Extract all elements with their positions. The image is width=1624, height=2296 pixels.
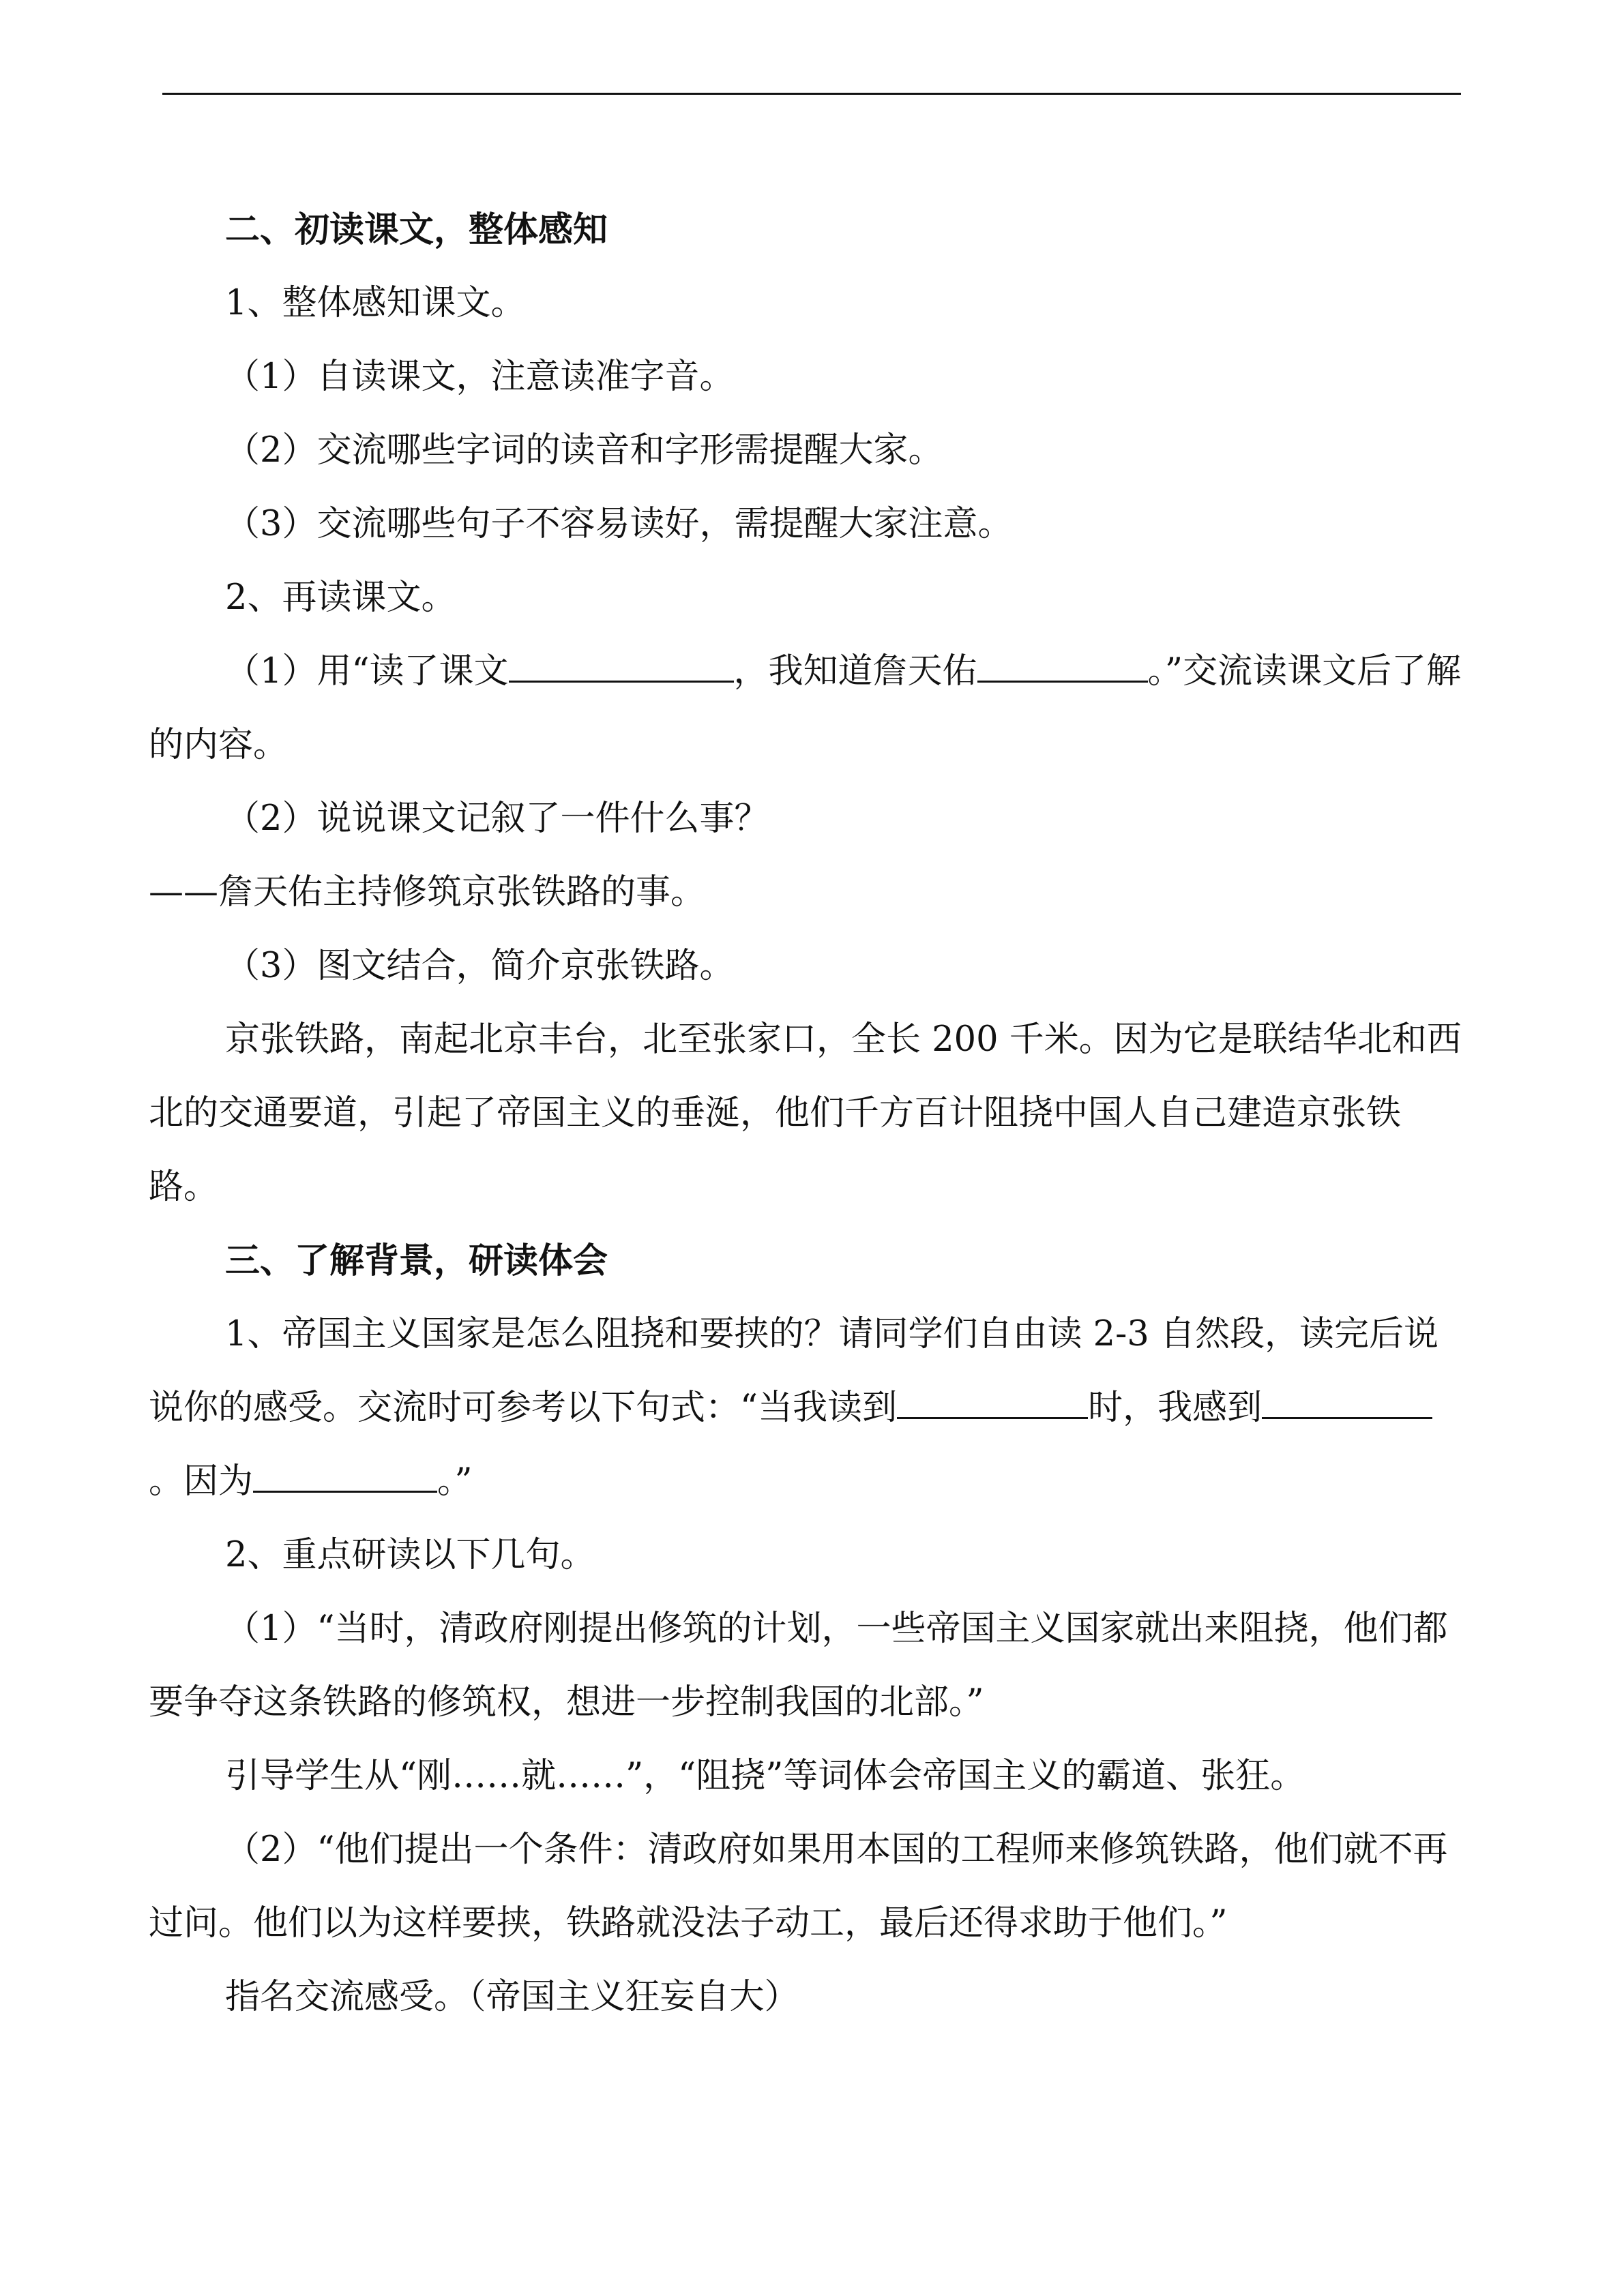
fill-blank [253,1456,437,1493]
text-segment: 。因为 [149,1461,254,1502]
text-segment: 时，我感到 [1088,1388,1263,1428]
jingzhang-paragraph: 京张铁路，南起北京丰台，北至张家口，全长 200 千米。因为它是联结华北和西北的交通要道，引起了帝国主义的垂涎，他们千方百计阻挠中国人自己建造京张铁路。 [149,1019,1462,1207]
item-2-1-1: （1）自读课文，注意读准字音。 [225,357,735,397]
item-2-2-1 [149,635,1465,782]
document-body [149,193,1465,2034]
fill-blank [977,646,1148,683]
fill-blank [897,1382,1088,1419]
text-segment: 。”交流读课文后了解的内容。 [149,651,1462,765]
text-segment: （1）用“读了课文 [225,651,509,691]
guide-3-2-2: 指名交流感受。（帝国主义狂妄自大） [225,1977,799,2017]
item-3-2-1: （1）“当时，清政府刚提出修筑的计划，一些帝国主义国家就出来阻挠，他们都要争夺这条铁路的修筑权，想进一步控制我国的北部。” [149,1609,1448,1723]
item-2-1-3: （3）交流哪些句子不容易读好，需提醒大家注意。 [225,504,1013,544]
item-2-2-2: （2）说说课文记叙了一件什么事？ [225,799,769,839]
item-2-2: 2、再读课文。 [225,578,456,618]
answer-2-2-2: ——詹天佑主持修筑京张铁路的事。 [149,872,706,912]
item-3-1 [149,1298,1465,1519]
text-segment: 1、帝国主义国家是怎么阻挠和要挟的？请同学们自由读 2-3 自然段，读完后说说你的感受。交流时可参考以下句式：“当我读到 [149,1314,1439,1428]
item-2-1: 1、整体感知课文。 [225,283,526,323]
header-rule [162,93,1461,95]
text-segment: ，我知道詹天佑 [733,651,977,691]
item-3-2: 2、重点研读以下几句。 [225,1535,595,1575]
section-heading-3: 三、了解背景，研读体会 [225,1240,608,1281]
item-2-1-2: （2）交流哪些字词的读音和字形需提醒大家。 [225,430,943,471]
text-segment: 。” [437,1461,473,1502]
fill-blank [509,646,734,683]
section-heading-2: 二、初读课文，整体感知 [225,209,608,250]
guide-3-2-1: 引导学生从“刚……就……”，“阻挠”等词体会帝国主义的霸道、张狂。 [225,1756,1305,1796]
fill-blank [1262,1382,1432,1419]
item-3-2-2: （2）“他们提出一个条件：清政府如果用本国的工程师来修筑铁路，他们就不再过问。他们以为这样要挟，铁路就没法子动工，最后还得求助于他们。” [149,1830,1448,1943]
item-2-2-3: （3）图文结合，简介京张铁路。 [225,946,735,986]
